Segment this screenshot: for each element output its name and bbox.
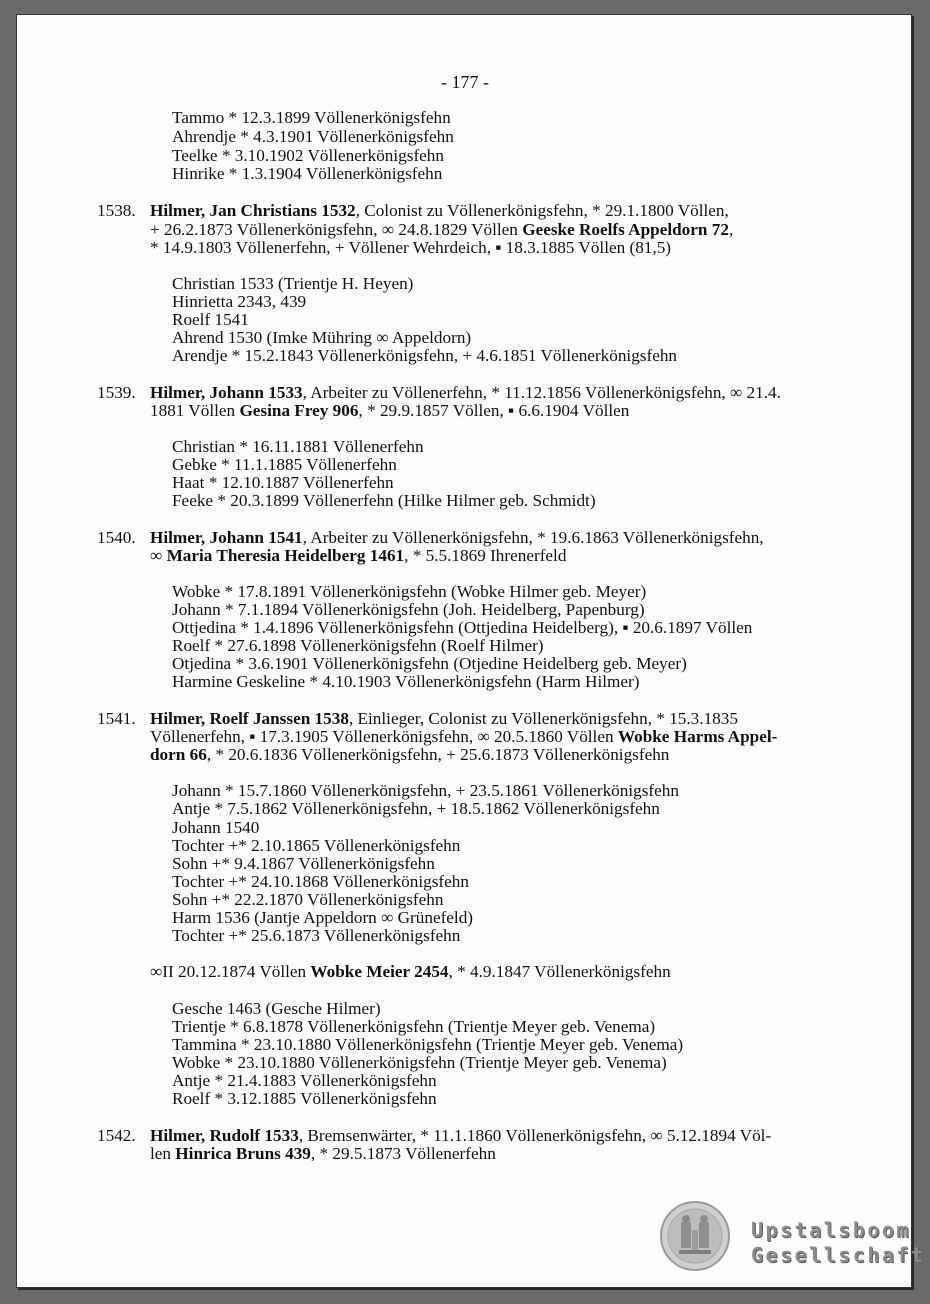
entry-line: Hilmer, Johann 1541, Arbeiter zu Völlenerkönigsfehn, * 19.6.1863 Völlenerkönigsfehn, [150,528,764,547]
child-line: Otjedina * 3.6.1901 Völlenerkönigsfehn (Otjedine Heidelberg geb. Meyer) [172,654,687,673]
entry-line: Hilmer, Roelf Janssen 1538, Einlieger, Colonist zu Völlenerkönigsfehn, * 15.3.1835 [150,709,738,728]
child-line: Antje * 7.5.1862 Völlenerkönigsfehn, + 18.5.1862 Völlenerkönigsfehn [172,799,660,818]
entry-line: Hilmer, Rudolf 1533, Bremsenwärter, * 11.1.1860 Völlenerkönigsfehn, ∞ 5.12.1894 Völ- [150,1126,772,1145]
entry-number: 1542. [97,1126,136,1145]
child-line: Ahrendje * 4.3.1901 Völlenerkönigsfehn [172,127,454,146]
entry-number: 1540. [97,528,136,547]
child-line: Tochter +* 2.10.1865 Völlenerkönigsfehn [172,836,461,855]
child-line: Hinrietta 2343, 439 [172,292,307,311]
entry-line: * 14.9.1803 Völlenerfehn, + Völlener Wehrdeich, ▪ 18.3.1885 Völlen (81,5) [150,238,672,257]
entry-number: 1538. [97,201,136,220]
child-line: Tammo * 12.3.1899 Völlenerkönigsfehn [172,108,451,127]
child-line: Gesche 1463 (Gesche Hilmer) [172,999,381,1018]
child-line: Gebke * 11.1.1885 Völlenerfehn [172,455,397,474]
child-line: Christian 1533 (Trientje H. Heyen) [172,274,414,293]
second-marriage-line: ∞II 20.12.1874 Völlen Wobke Meier 2454, * 4.9.1847 Völlenerkönigsfehn [150,962,671,981]
child-line: Wobke * 17.8.1891 Völlenerkönigsfehn (Wobke Hilmer geb. Meyer) [172,582,647,601]
entry-line: dorn 66, * 20.6.1836 Völlenerkönigsfehn, + 25.6.1873 Völlenerkönigsfehn [150,745,670,764]
child-line: Sohn +* 22.2.1870 Völlenerkönigsfehn [172,890,444,909]
child-line: Antje * 21.4.1883 Völlenerkönigsfehn [172,1071,437,1090]
child-line: Teelke * 3.10.1902 Völlenerkönigsfehn [172,146,444,165]
logo-text-line1: Upstalsboom [751,1218,911,1242]
entry-line: Hilmer, Jan Christians 1532, Colonist zu Völlenerkönigsfehn, * 29.1.1800 Völlen, [150,201,729,220]
child-line: Haat * 12.10.1887 Völlenerfehn [172,473,394,492]
entry-line: len Hinrica Bruns 439, * 29.5.1873 Völlenerfehn [150,1144,496,1163]
child-line: Ahrend 1530 (Imke Mühring ∞ Appeldorn) [172,328,472,347]
child-line: Sohn +* 9.4.1867 Völlenerkönigsfehn [172,854,435,873]
child-line: Arendje * 15.2.1843 Völlenerkönigsfehn, + 4.6.1851 Völlenerkönigsfehn [172,346,678,365]
child-line: Tammina * 23.10.1880 Völlenerkönigsfehn (Trientje Meyer geb. Venema) [172,1035,684,1054]
entry-line: 1881 Völlen Gesina Frey 906, * 29.9.1857 Völlen, ▪ 6.6.1904 Völlen [150,401,630,420]
child-line: Tochter +* 24.10.1868 Völlenerkönigsfehn [172,872,469,891]
entry-number: 1539. [97,383,136,402]
child-line: Johann * 15.7.1860 Völlenerkönigsfehn, + 23.5.1861 Völlenerkönigsfehn [172,781,679,800]
page-number: - 177 - [441,72,489,92]
child-line: Johann * 7.1.1894 Völlenerkönigsfehn (Joh. Heidelberg, Papenburg) [172,600,645,619]
child-line: Wobke * 23.10.1880 Völlenerkönigsfehn (Trientje Meyer geb. Venema) [172,1053,667,1072]
child-line: Feeke * 20.3.1899 Völlenerfehn (Hilke Hilmer geb. Schmidt) [172,491,596,510]
entry-line: Völlenerfehn, ▪ 17.3.1905 Völlenerkönigsfehn, ∞ 20.5.1860 Völlen Wobke Harms Appel- [150,727,778,746]
child-line: Hinrike * 1.3.1904 Völlenerkönigsfehn [172,164,443,183]
child-line: Johann 1540 [172,818,260,837]
entry-line: ∞ Maria Theresia Heidelberg 1461, * 5.5.1869 Ihrenerfeld [150,546,567,565]
child-line: Roelf * 27.6.1898 Völlenerkönigsfehn (Roelf Hilmer) [172,636,544,655]
child-line: Ottjedina * 1.4.1896 Völlenerkönigsfehn (Ottjedina Heidelberg), ▪ 20.6.1897 Völlen [172,618,753,637]
child-line: Harm 1536 (Jantje Appeldorn ∞ Grünefeld) [172,908,474,927]
child-line: Harmine Geskeline * 4.10.1903 Völlenerkönigsfehn (Harm Hilmer) [172,672,640,691]
entry-line: + 26.2.1873 Völlenerkönigsfehn, ∞ 24.8.1829 Völlen Geeske Roelfs Appeldorn 72, [150,220,734,239]
child-line: Roelf 1541 [172,310,249,329]
logo-text-line2: Gesellschaft [751,1243,926,1267]
entry-line: Hilmer, Johann 1533, Arbeiter zu Völlenerfehn, * 11.12.1856 Völlenerkönigsfehn, ∞ 21.4. [150,383,781,402]
child-line: Trientje * 6.8.1878 Völlenerkönigsfehn (Trientje Meyer geb. Venema) [172,1017,656,1036]
entry-number: 1541. [97,709,136,728]
seal-logo-icon [659,1200,731,1272]
child-line: Tochter +* 25.6.1873 Völlenerkönigsfehn [172,926,461,945]
child-line: Christian * 16.11.1881 Völlenerfehn [172,437,424,456]
child-line: Roelf * 3.12.1885 Völlenerkönigsfehn [172,1089,437,1108]
